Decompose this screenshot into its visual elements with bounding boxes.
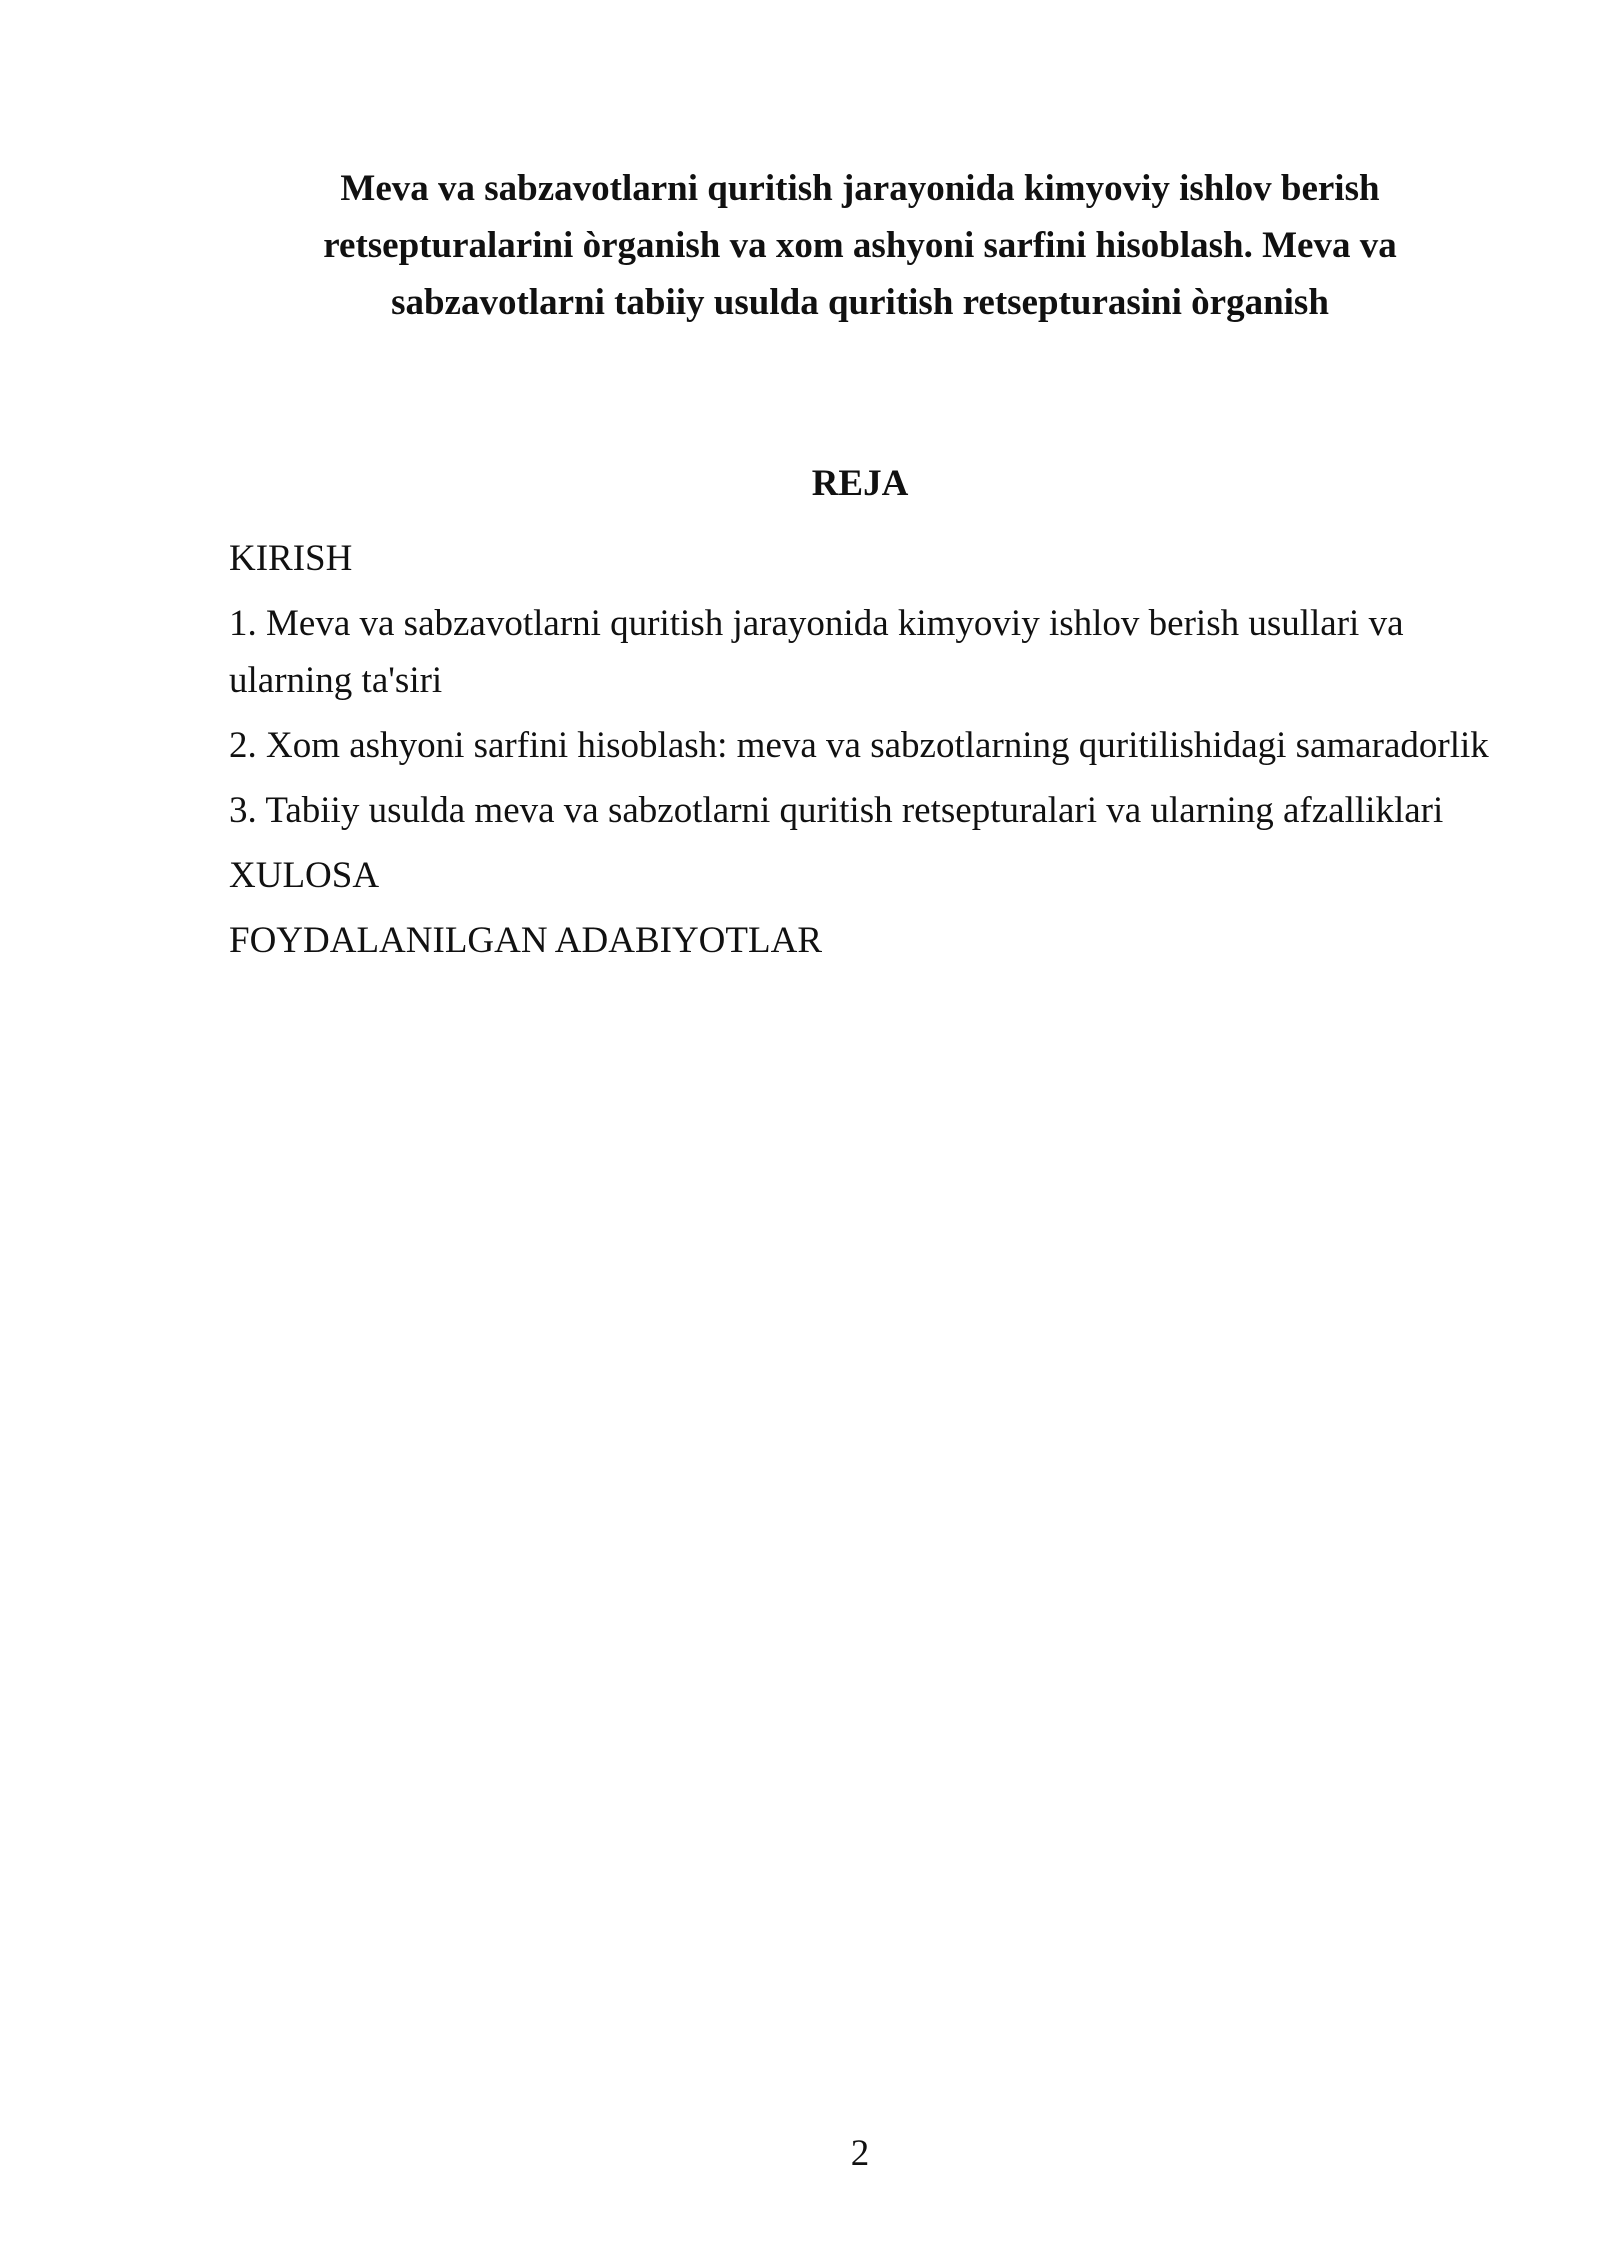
document-title: Meva va sabzavotlarni quritish jarayonida kimyoviy ishlov berish retsepturalarini òrganish va xom ashyoni sarfini hisoblash. Meva va sabzavotlarni tabiiy usulda quritish retsepturasini òrganish xyxy=(323,168,1397,323)
plan-heading: REJA xyxy=(811,463,909,504)
plan-list xyxy=(229,530,1499,977)
plan-item-2: 2. Xom ashyoni sarfini hisoblash: meva va sabzotlarning quritilishidagi samaradorlik xyxy=(229,725,1489,766)
plan-item-conclusion: XULOSA xyxy=(229,855,380,896)
page-number: 2 xyxy=(850,2133,870,2174)
plan-item-3: 3. Tabiiy usulda meva va sabzotlarni quritish retsepturalari va ularning afzalliklari xyxy=(229,790,1444,831)
plan-item-introduction: KIRISH xyxy=(229,538,353,579)
plan-item-references: FOYDALANILGAN ADABIYOTLAR xyxy=(229,920,822,961)
plan-item-1: 1. Meva va sabzavotlarni quritish jarayonida kimyoviy ishlov berish usullari va ularning ta'siri xyxy=(229,603,1404,701)
